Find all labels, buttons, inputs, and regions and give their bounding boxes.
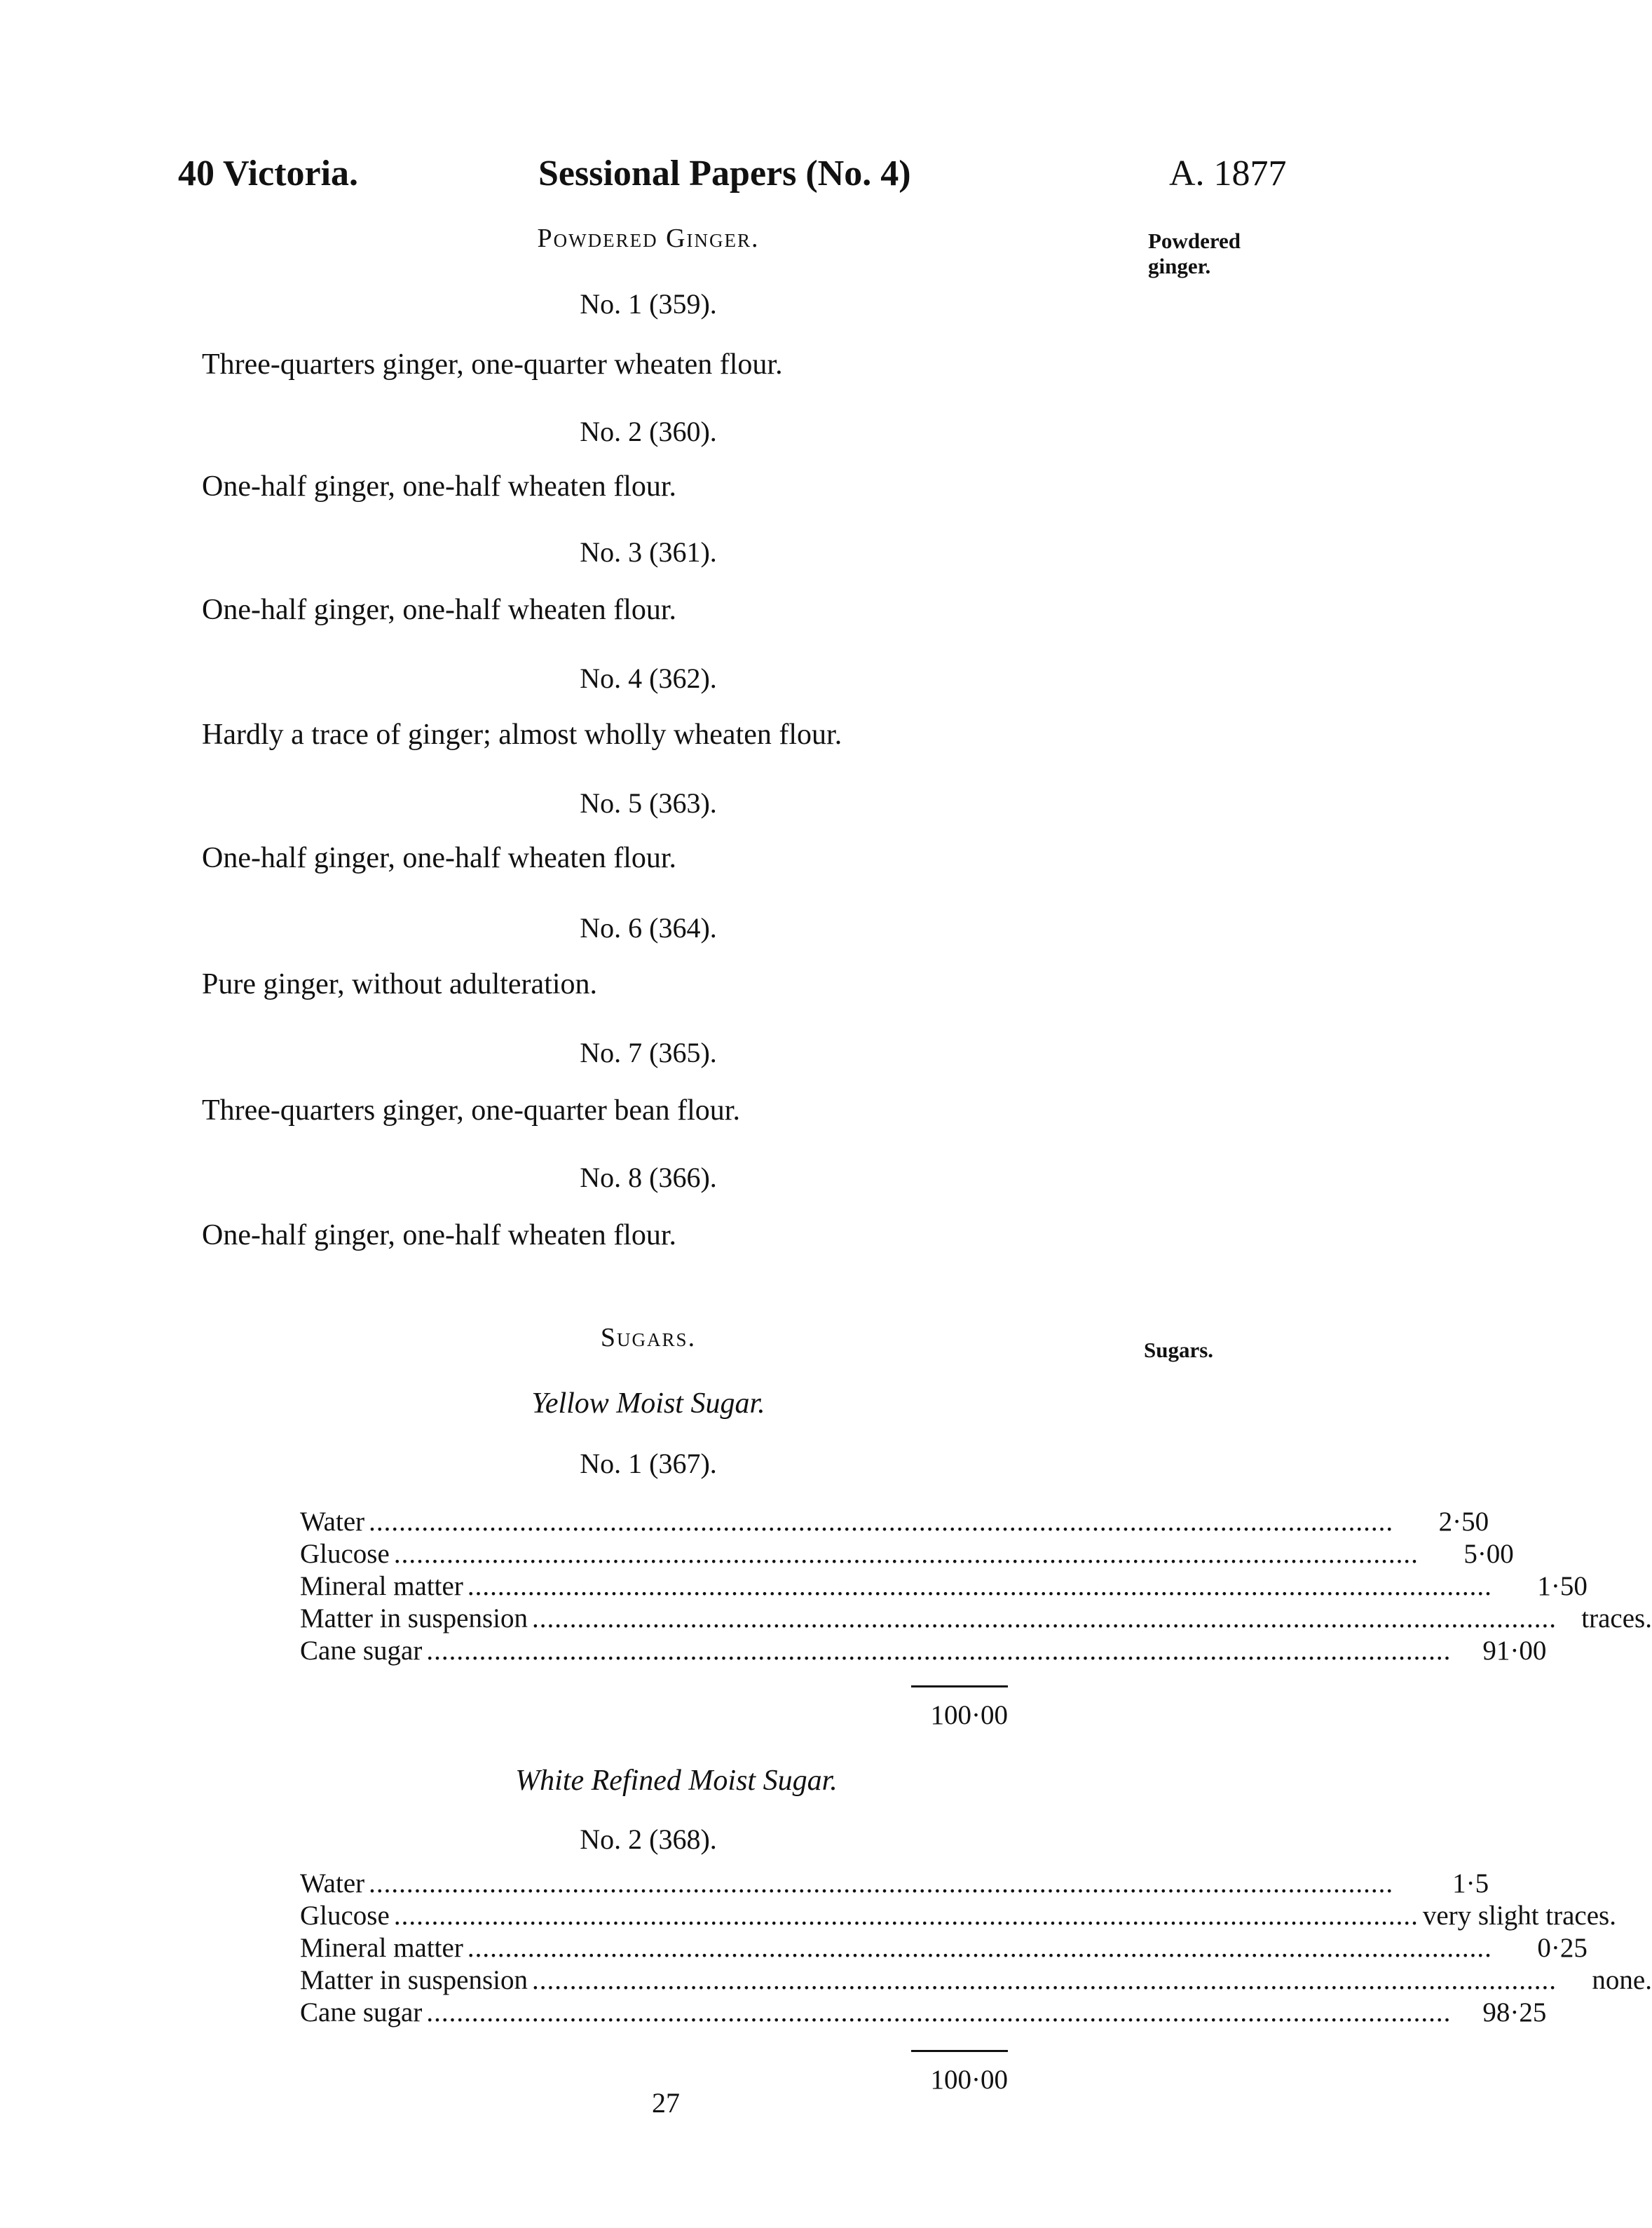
dot-leader: ........................................................................................................................................ xyxy=(369,1868,1394,1898)
analysis-row xyxy=(300,1538,1514,1570)
row-value: 0·25 xyxy=(1537,1933,1588,1963)
header-year: A. 1877 xyxy=(1169,154,1287,193)
sample-description: Hardly a trace of ginger; almost wholly wheaten flour. xyxy=(202,719,842,751)
analysis-row xyxy=(300,1932,1588,1964)
analysis-row xyxy=(300,1868,1489,1900)
row-value: 1·5 xyxy=(1452,1868,1489,1898)
total-value: 100·00 xyxy=(930,2065,1008,2095)
analysis-row xyxy=(300,1900,1616,1932)
sample-description: Three-quarters ginger, one-quarter bean flour. xyxy=(202,1094,740,1127)
analysis-row xyxy=(300,1997,1547,2029)
sample-number: No. 3 (361). xyxy=(580,536,717,568)
dot-leader: ........................................................................................................................................ xyxy=(426,1636,1452,1666)
sugar-name: Yellow Moist Sugar. xyxy=(531,1387,765,1420)
row-value: 98·25 xyxy=(1482,1997,1547,2027)
analysis-row xyxy=(300,1603,1652,1635)
margin-note-sugars: Sugars. xyxy=(1144,1338,1214,1362)
analysis-row xyxy=(300,1506,1489,1538)
row-label: Mineral matter xyxy=(300,1933,463,1963)
margin-note-ginger: Powdered ginger. xyxy=(1148,229,1241,278)
row-label: Water xyxy=(300,1507,365,1537)
sample-number: No. 4 (362). xyxy=(580,663,717,694)
sample-number: No. 1 (359). xyxy=(580,288,717,320)
header-session: 40 Victoria. xyxy=(178,154,359,193)
total-value: 100·00 xyxy=(930,1700,1008,1730)
dot-leader: ........................................................................................................................................ xyxy=(426,1997,1452,2027)
row-label: Matter in suspension xyxy=(300,1965,528,1995)
sample-number: No. 8 (366). xyxy=(580,1162,717,1193)
row-value: 5·00 xyxy=(1463,1539,1514,1569)
sample-number: No. 5 (363). xyxy=(580,787,717,819)
row-label: Matter in suspension xyxy=(300,1603,528,1633)
row-label: Glucose xyxy=(300,1539,390,1569)
row-value: very slight traces. xyxy=(1422,1901,1616,1931)
dot-leader: ........................................................................................................................................ xyxy=(467,1571,1492,1601)
row-value: 91·00 xyxy=(1482,1636,1547,1666)
sample-number: No. 7 (365). xyxy=(580,1037,717,1068)
sample-number: No. 6 (364). xyxy=(580,912,717,944)
sample-number: No. 1 (367). xyxy=(580,1448,717,1479)
analysis-table-white-sugar xyxy=(300,1868,1652,2029)
section-title-sugars: Sugars. xyxy=(600,1323,697,1352)
dot-leader: ........................................................................................................................................ xyxy=(369,1507,1394,1537)
analysis-table-yellow-sugar xyxy=(300,1506,1652,1667)
sample-description: One-half ginger, one-half wheaten flour. xyxy=(202,470,677,503)
sample-description: One-half ginger, one-half wheaten flour. xyxy=(202,594,677,626)
header-title: Sessional Papers (No. 4) xyxy=(538,154,911,193)
row-label: Mineral matter xyxy=(300,1571,463,1601)
total-rule xyxy=(911,2050,1008,2052)
dot-leader: ........................................................................................................................................ xyxy=(467,1933,1492,1963)
section-title-ginger: Powdered Ginger. xyxy=(537,224,760,253)
row-label: Glucose xyxy=(300,1901,390,1931)
sample-description: Three-quarters ginger, one-quarter wheaten flour. xyxy=(202,348,783,381)
dot-leader: ........................................................................................................................................ xyxy=(531,1603,1557,1633)
row-value: none. xyxy=(1592,1965,1652,1995)
sugar-name: White Refined Moist Sugar. xyxy=(515,1765,838,1797)
sample-description: One-half ginger, one-half wheaten flour. xyxy=(202,842,677,874)
dot-leader: ........................................................................................................................................ xyxy=(393,1901,1419,1931)
sample-number: No. 2 (360). xyxy=(580,416,717,447)
analysis-row xyxy=(300,1964,1652,1997)
row-label: Cane sugar xyxy=(300,1636,423,1666)
dot-leader: ........................................................................................................................................ xyxy=(393,1539,1419,1569)
row-label: Cane sugar xyxy=(300,1997,423,2027)
dot-leader: ........................................................................................................................................ xyxy=(531,1965,1557,1995)
row-value: 1·50 xyxy=(1537,1571,1588,1601)
analysis-row xyxy=(300,1570,1588,1603)
row-value: traces. xyxy=(1581,1603,1652,1633)
sample-description: Pure ginger, without adulteration. xyxy=(202,968,598,1000)
sample-description: One-half ginger, one-half wheaten flour. xyxy=(202,1219,677,1251)
page-number: 27 xyxy=(652,2087,680,2119)
sample-number: No. 2 (368). xyxy=(580,1823,717,1855)
total-rule xyxy=(911,1685,1008,1687)
analysis-row xyxy=(300,1635,1547,1667)
row-value: 2·50 xyxy=(1438,1507,1489,1537)
row-label: Water xyxy=(300,1868,365,1898)
